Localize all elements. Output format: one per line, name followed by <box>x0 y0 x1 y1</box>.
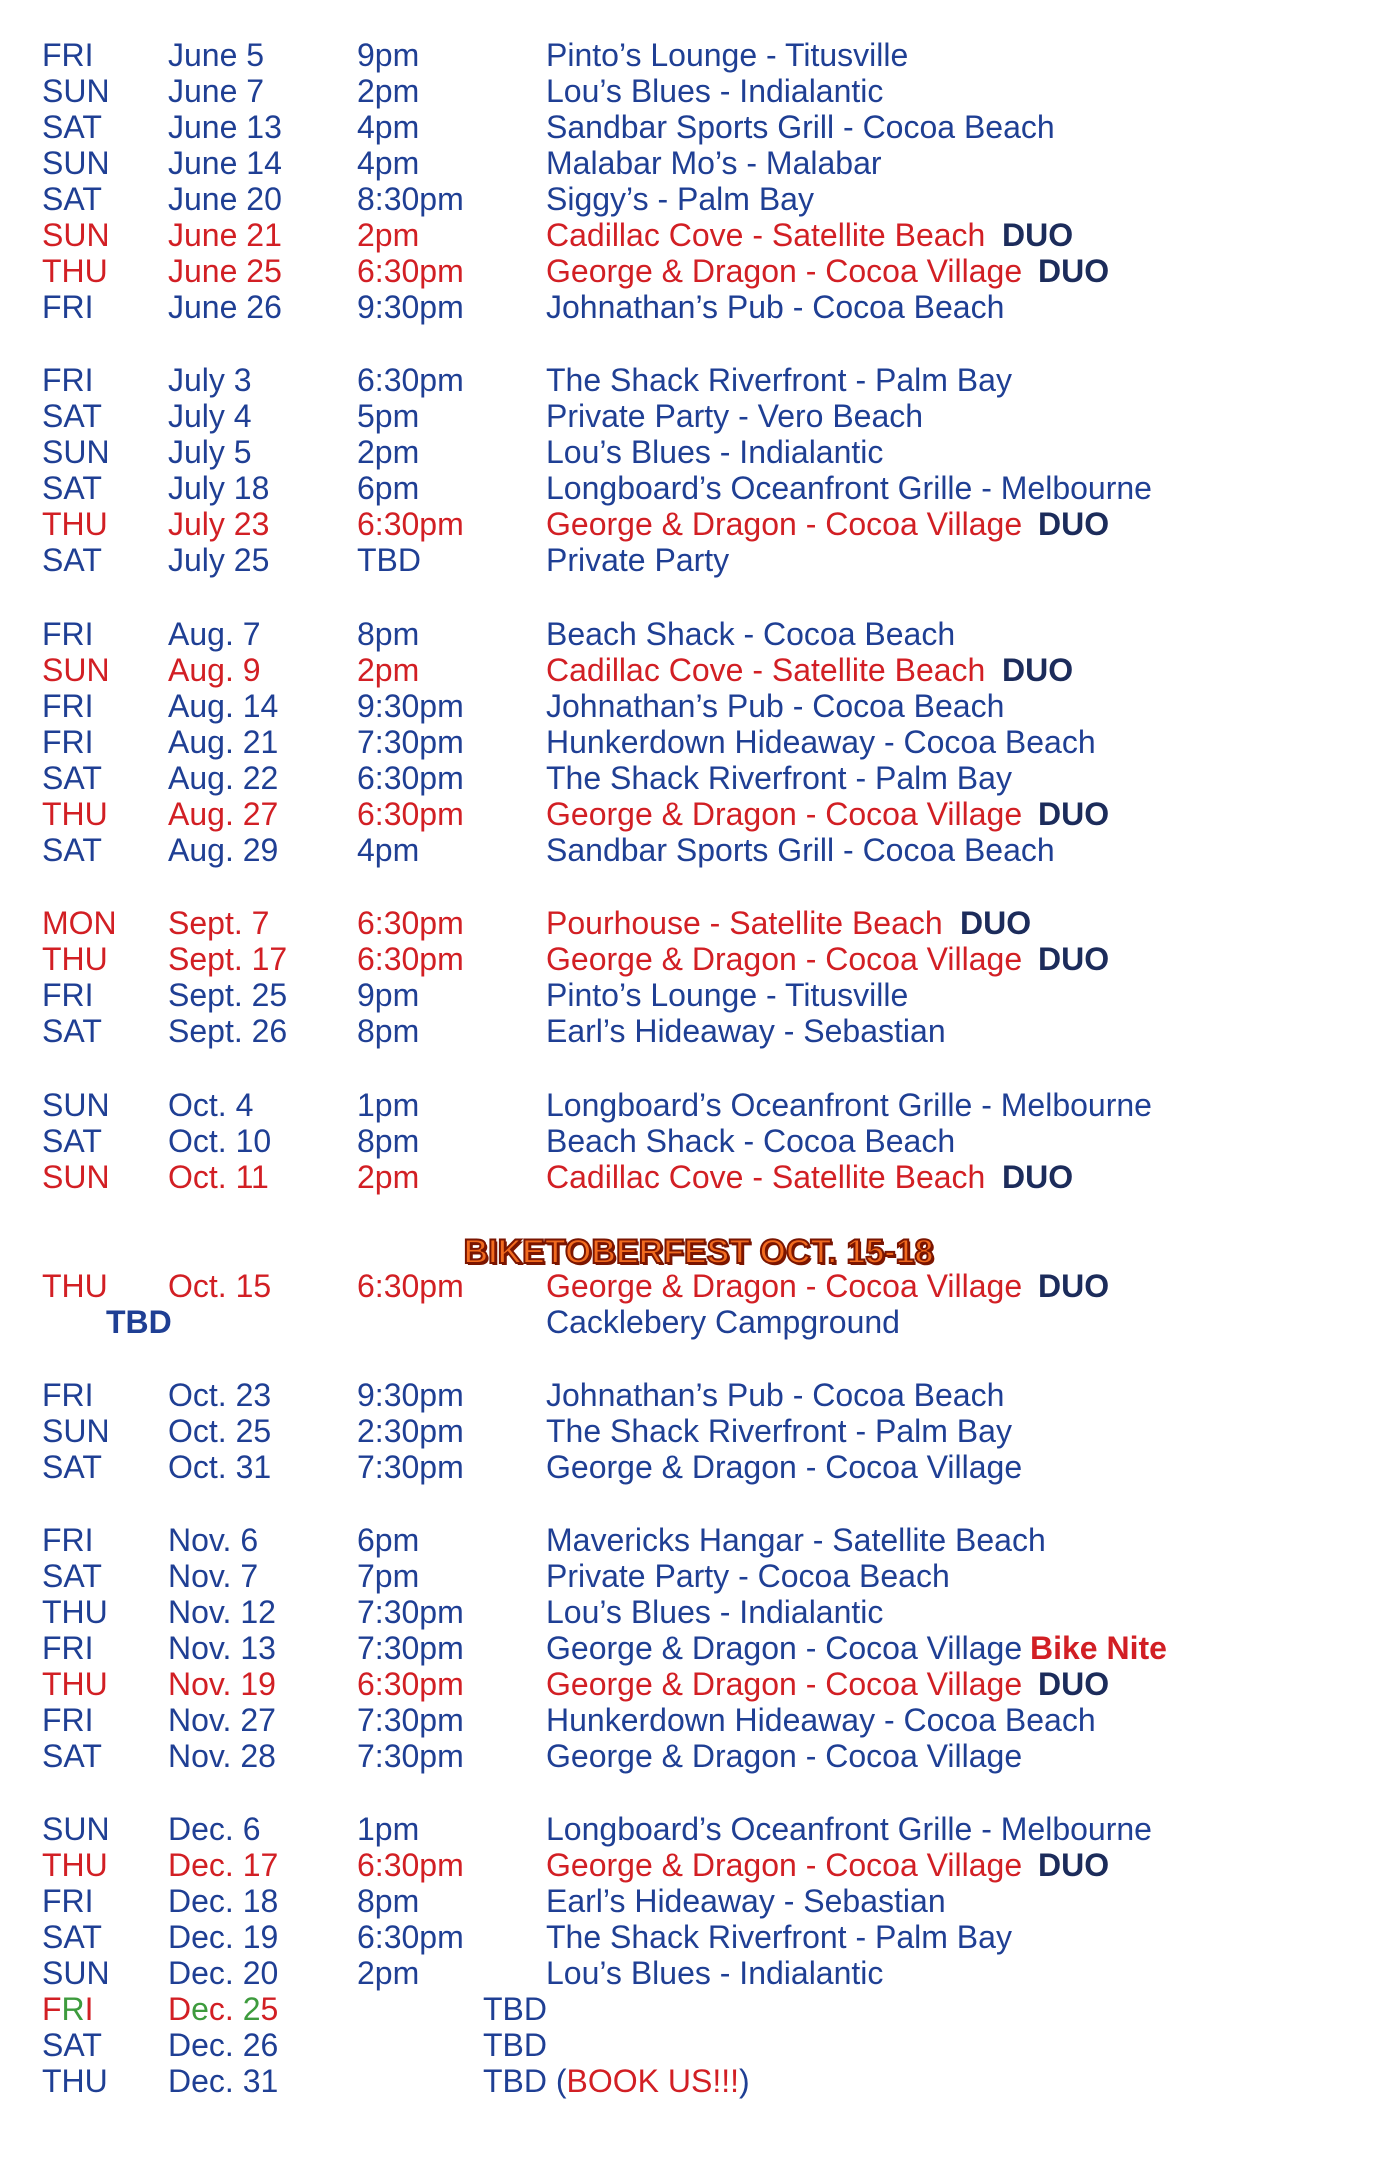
time-cell: 1pm <box>357 1811 420 1847</box>
venue-cell: Lou’s Blues - Indialantic <box>546 434 884 470</box>
date-cell: June 26 <box>168 289 282 325</box>
festive-letter <box>234 1991 243 2027</box>
date-cell: Oct. 4 <box>168 1087 254 1123</box>
day-cell: SAT <box>42 1123 102 1159</box>
day-cell: SUN <box>42 1413 110 1449</box>
date-cell: Aug. 14 <box>168 688 279 724</box>
time-cell: 7:30pm <box>357 1630 464 1666</box>
day-cell: MON <box>42 905 117 941</box>
date-cell: Oct. 23 <box>168 1377 272 1413</box>
date-cell: Dec. 18 <box>168 1883 279 1919</box>
bike-nite-badge: Bike Nite <box>1030 1630 1167 1666</box>
date-cell: Dec. 17 <box>168 1847 279 1883</box>
venue-cell: George & Dragon - Cocoa Village <box>546 1449 1023 1485</box>
table-row <box>0 1159 1397 1195</box>
table-row <box>0 362 1397 398</box>
day-cell: FRI <box>42 977 94 1013</box>
day-cell: FRI <box>42 616 94 652</box>
date-cell: Oct. 25 <box>168 1413 272 1449</box>
table-row <box>0 616 1397 652</box>
date-cell: Nov. 13 <box>168 1630 276 1666</box>
day-cell: SUN <box>42 73 110 109</box>
time-cell: 6:30pm <box>357 796 464 832</box>
day-cell: THU <box>42 796 108 832</box>
day-cell: FRI <box>42 1630 94 1666</box>
venue-cell: Cacklebery Campground <box>546 1304 900 1340</box>
time-cell: 2pm <box>357 434 420 470</box>
duo-badge: DUO <box>1038 506 1110 542</box>
duo-badge: DUO <box>1002 1159 1074 1195</box>
time-cell: 1pm <box>357 1087 420 1123</box>
date-cell: Aug. 7 <box>168 616 261 652</box>
table-row <box>0 760 1397 796</box>
festive-letter: I <box>84 1991 94 2027</box>
time-cell: 2pm <box>357 73 420 109</box>
date-cell: Oct. 31 <box>168 1449 272 1485</box>
day-cell: THU <box>42 1666 108 1702</box>
venue-cell: Private Party - Cocoa Beach <box>546 1558 950 1594</box>
venue-cell: Cadillac Cove - Satellite Beach <box>546 1159 986 1195</box>
venue-cell: The Shack Riverfront - Palm Bay <box>546 1413 1012 1449</box>
time-cell: 6:30pm <box>357 253 464 289</box>
time-cell: 4pm <box>357 832 420 868</box>
venue-cell: Hunkerdown Hideaway - Cocoa Beach <box>546 724 1096 760</box>
time-cell: 6:30pm <box>357 760 464 796</box>
time-cell: 2:30pm <box>357 1413 464 1449</box>
day-cell: THU <box>42 253 108 289</box>
time-cell: 7pm <box>357 1558 420 1594</box>
venue-cell: The Shack Riverfront - Palm Bay <box>546 1919 1012 1955</box>
table-row <box>0 977 1397 1013</box>
table-row <box>0 434 1397 470</box>
time-cell: 8pm <box>357 1013 420 1049</box>
table-row <box>0 1413 1397 1449</box>
table-row <box>0 253 1397 289</box>
day-cell: THU <box>42 1847 108 1883</box>
time-cell: 7:30pm <box>357 1738 464 1774</box>
festive-letter: 5 <box>260 1991 279 2027</box>
time-cell: 6:30pm <box>357 941 464 977</box>
venue-cell: The Shack Riverfront - Palm Bay <box>546 362 1012 398</box>
day-cell: SUN <box>42 1159 110 1195</box>
day-cell: THU <box>42 941 108 977</box>
table-row <box>0 1738 1397 1774</box>
table-row <box>0 181 1397 217</box>
time-cell: 2pm <box>357 652 420 688</box>
venue-cell: George & Dragon - Cocoa Village <box>546 796 1023 832</box>
day-cell: FRI <box>42 37 94 73</box>
table-row <box>0 1630 1397 1666</box>
venue-cell: George & Dragon - Cocoa Village <box>546 1268 1023 1304</box>
date-cell: Aug. 9 <box>168 652 261 688</box>
venue-cell: George & Dragon - Cocoa Village <box>546 1847 1023 1883</box>
venue-cell: George & Dragon - Cocoa Village <box>546 1738 1023 1774</box>
day-cell: FRI <box>42 688 94 724</box>
table-row <box>0 470 1397 506</box>
venue-cell: Lou’s Blues - Indialantic <box>546 73 884 109</box>
festive-letter: . <box>224 1991 234 2027</box>
time-cell: 6:30pm <box>357 1666 464 1702</box>
venue-cell: Sandbar Sports Grill - Cocoa Beach <box>546 109 1055 145</box>
venue-cell: Hunkerdown Hideaway - Cocoa Beach <box>546 1702 1096 1738</box>
day-cell: SUN <box>42 145 110 181</box>
date-cell: Sept. 7 <box>168 905 270 941</box>
day-cell: SUN <box>42 434 110 470</box>
time-cell: 9:30pm <box>357 289 464 325</box>
day-cell: THU <box>42 1594 108 1630</box>
tbd-book-us <box>483 2063 750 2099</box>
time-cell: 7:30pm <box>357 1594 464 1630</box>
date-cell: July 23 <box>168 506 270 542</box>
day-cell: FRI <box>42 724 94 760</box>
time-cell: 6pm <box>357 1522 420 1558</box>
venue-cell: Cadillac Cove - Satellite Beach <box>546 217 986 253</box>
time-cell: 2pm <box>357 217 420 253</box>
date-cell: Nov. 6 <box>168 1522 259 1558</box>
date-cell: June 25 <box>168 253 282 289</box>
venue-cell: Lou’s Blues - Indialantic <box>546 1955 884 1991</box>
day-cell: FRI <box>42 1522 94 1558</box>
day-cell: FRI <box>42 1702 94 1738</box>
table-row <box>0 1449 1397 1485</box>
date-cell: Aug. 22 <box>168 760 279 796</box>
table-row <box>0 1377 1397 1413</box>
tbd-label: TBD <box>483 2027 547 2063</box>
date-cell: July 5 <box>168 434 252 470</box>
table-row <box>0 1811 1397 1847</box>
table-row <box>0 1594 1397 1630</box>
tbd-label: TBD <box>483 2063 547 2099</box>
date-cell: Oct. 10 <box>168 1123 272 1159</box>
table-row <box>0 73 1397 109</box>
time-cell: 9pm <box>357 37 420 73</box>
table-row <box>0 1304 1397 1340</box>
venue-cell: George & Dragon - Cocoa Village <box>546 941 1023 977</box>
date-cell: June 13 <box>168 109 282 145</box>
day-cell <box>42 1991 94 2027</box>
day-cell: SAT <box>42 542 102 578</box>
day-cell: SUN <box>42 652 110 688</box>
date-cell: Nov. 28 <box>168 1738 276 1774</box>
duo-badge: DUO <box>1038 1666 1110 1702</box>
duo-badge: DUO <box>1002 217 1074 253</box>
table-row <box>0 1666 1397 1702</box>
time-cell: 4pm <box>357 145 420 181</box>
date-cell: Dec. 19 <box>168 1919 279 1955</box>
duo-badge: DUO <box>1038 941 1110 977</box>
day-cell: SAT <box>42 1919 102 1955</box>
time-cell: 6pm <box>357 470 420 506</box>
table-row <box>0 109 1397 145</box>
festive-letter: F <box>42 1991 62 2027</box>
time-cell: 8pm <box>357 1123 420 1159</box>
table-row <box>0 905 1397 941</box>
table-row <box>0 398 1397 434</box>
date-cell: Oct. 11 <box>168 1159 269 1195</box>
date-cell: Dec. 6 <box>168 1811 261 1847</box>
festive-letter: D <box>168 1991 192 2027</box>
day-cell: THU <box>42 2063 108 2099</box>
tbd-label: TBD <box>106 1304 172 1340</box>
christmas-date-letters <box>168 1991 278 2027</box>
time-cell: 2pm <box>357 1159 420 1195</box>
day-cell: SAT <box>42 398 102 434</box>
day-cell: SAT <box>42 760 102 796</box>
time-cell: 6:30pm <box>357 905 464 941</box>
date-cell: Dec. 26 <box>168 2027 279 2063</box>
table-row <box>0 1883 1397 1919</box>
time-cell: 7:30pm <box>357 724 464 760</box>
venue-cell: Sandbar Sports Grill - Cocoa Beach <box>546 832 1055 868</box>
venue-cell: Johnathan’s Pub - Cocoa Beach <box>546 1377 1005 1413</box>
biketoberfest-banner: BIKETOBERFEST OCT. 15-18 <box>463 1233 934 1271</box>
date-cell: July 4 <box>168 398 252 434</box>
day-cell: SUN <box>42 1811 110 1847</box>
venue-cell: George & Dragon - Cocoa Village <box>546 1630 1023 1666</box>
festive-letter: c <box>208 1991 225 2027</box>
duo-badge: DUO <box>1038 1268 1110 1304</box>
table-row <box>0 217 1397 253</box>
date-cell: June 7 <box>168 73 265 109</box>
day-cell: SAT <box>42 2027 102 2063</box>
time-cell: 4pm <box>357 109 420 145</box>
day-cell: SUN <box>42 1955 110 1991</box>
duo-badge: DUO <box>1038 1847 1110 1883</box>
date-cell: Aug. 29 <box>168 832 279 868</box>
paren-close: ) <box>739 2063 750 2099</box>
venue-cell: Johnathan’s Pub - Cocoa Beach <box>546 289 1005 325</box>
date-cell: June 14 <box>168 145 282 181</box>
table-row <box>0 796 1397 832</box>
table-row <box>0 542 1397 578</box>
venue-cell: The Shack Riverfront - Palm Bay <box>546 760 1012 796</box>
venue-cell: Longboard’s Oceanfront Grille - Melbourne <box>546 1087 1152 1123</box>
day-cell: SAT <box>42 470 102 506</box>
date-cell: Sept. 25 <box>168 977 288 1013</box>
time-cell: 8pm <box>357 616 420 652</box>
day-cell: SAT <box>42 1738 102 1774</box>
venue-cell: Pinto’s Lounge - Titusville <box>546 977 909 1013</box>
table-row <box>0 1919 1397 1955</box>
day-cell: SAT <box>42 1449 102 1485</box>
time-cell: TBD <box>357 542 421 578</box>
day-cell: SUN <box>42 217 110 253</box>
duo-badge: DUO <box>1002 652 1074 688</box>
paren-open: ( <box>547 2063 567 2099</box>
day-cell: SAT <box>42 109 102 145</box>
venue-cell: Longboard’s Oceanfront Grille - Melbourne <box>546 470 1152 506</box>
day-cell: FRI <box>42 1883 94 1919</box>
date-cell: July 25 <box>168 542 270 578</box>
time-cell: 6:30pm <box>357 1268 464 1304</box>
venue-cell: Longboard’s Oceanfront Grille - Melbourne <box>546 1811 1152 1847</box>
table-row <box>0 688 1397 724</box>
table-row <box>0 145 1397 181</box>
date-cell <box>168 1991 278 2027</box>
time-cell: 6:30pm <box>357 1847 464 1883</box>
table-row <box>0 2063 1397 2099</box>
table-row <box>0 1522 1397 1558</box>
day-cell: THU <box>42 506 108 542</box>
time-cell: 9pm <box>357 977 420 1013</box>
venue-cell: Cadillac Cove - Satellite Beach <box>546 652 986 688</box>
book-us-text: BOOK US!!! <box>566 2063 740 2099</box>
day-cell: SAT <box>42 181 102 217</box>
date-cell: Nov. 12 <box>168 1594 276 1630</box>
day-cell: FRI <box>42 1377 94 1413</box>
table-row <box>0 724 1397 760</box>
day-cell: FRI <box>42 362 94 398</box>
time-cell: 8:30pm <box>357 181 464 217</box>
venue-cell: Beach Shack - Cocoa Beach <box>546 1123 956 1159</box>
time-cell: 6:30pm <box>357 506 464 542</box>
date-cell: Aug. 27 <box>168 796 279 832</box>
date-cell: Sept. 17 <box>168 941 288 977</box>
date-cell: July 18 <box>168 470 270 506</box>
venue-cell: Johnathan’s Pub - Cocoa Beach <box>546 688 1005 724</box>
day-cell: THU <box>42 1268 108 1304</box>
time-cell: 6:30pm <box>357 362 464 398</box>
time-cell: 7:30pm <box>357 1702 464 1738</box>
duo-badge: DUO <box>1038 253 1110 289</box>
table-row <box>0 1087 1397 1123</box>
christmas-day-letters <box>42 1991 94 2027</box>
table-row <box>0 37 1397 73</box>
date-cell: June 5 <box>168 37 265 73</box>
day-cell: SAT <box>42 1558 102 1594</box>
venue-cell: Beach Shack - Cocoa Beach <box>546 616 956 652</box>
venue-cell: Malabar Mo’s - Malabar <box>546 145 882 181</box>
day-cell: SAT <box>42 1013 102 1049</box>
time-cell: 8pm <box>357 1883 420 1919</box>
table-row <box>0 1013 1397 1049</box>
table-row <box>0 506 1397 542</box>
table-row <box>0 1702 1397 1738</box>
time-cell: 6:30pm <box>357 1919 464 1955</box>
date-cell: Dec. 31 <box>168 2063 279 2099</box>
time-cell: 2pm <box>357 1955 420 1991</box>
venue-cell: Pourhouse - Satellite Beach <box>546 905 943 941</box>
festive-letter: 2 <box>242 1991 261 2027</box>
venue-cell: Private Party - Vero Beach <box>546 398 924 434</box>
tbd-label: TBD <box>483 1991 547 2027</box>
festive-letter: R <box>61 1991 85 2027</box>
date-cell: Aug. 21 <box>168 724 279 760</box>
date-cell: Oct. 15 <box>168 1268 272 1304</box>
venue-cell: Mavericks Hangar - Satellite Beach <box>546 1522 1046 1558</box>
venue-cell: Private Party <box>546 542 730 578</box>
time-cell: 9:30pm <box>357 688 464 724</box>
time-cell: 5pm <box>357 398 420 434</box>
date-cell: Nov. 19 <box>168 1666 276 1702</box>
venue-cell: Siggy’s - Palm Bay <box>546 181 814 217</box>
duo-badge: DUO <box>960 905 1032 941</box>
date-cell: Sept. 26 <box>168 1013 288 1049</box>
festive-letter: e <box>191 1991 209 2027</box>
venue-cell: Pinto’s Lounge - Titusville <box>546 37 909 73</box>
table-row <box>0 1847 1397 1883</box>
day-cell: SAT <box>42 832 102 868</box>
date-cell: June 21 <box>168 217 282 253</box>
day-cell: FRI <box>42 289 94 325</box>
table-row <box>0 832 1397 868</box>
date-cell: Nov. 7 <box>168 1558 259 1594</box>
venue-cell: George & Dragon - Cocoa Village <box>546 1666 1023 1702</box>
date-cell: Nov. 27 <box>168 1702 276 1738</box>
date-cell: June 20 <box>168 181 282 217</box>
date-cell: July 3 <box>168 362 252 398</box>
duo-badge: DUO <box>1038 796 1110 832</box>
table-row <box>0 652 1397 688</box>
table-row <box>0 289 1397 325</box>
table-row <box>0 1991 1397 2027</box>
date-cell: Dec. 20 <box>168 1955 279 1991</box>
venue-cell: Lou’s Blues - Indialantic <box>546 1594 884 1630</box>
table-row <box>0 2027 1397 2063</box>
venue-cell: George & Dragon - Cocoa Village <box>546 253 1023 289</box>
table-row <box>0 1268 1397 1304</box>
day-cell: SUN <box>42 1087 110 1123</box>
time-cell: 7:30pm <box>357 1449 464 1485</box>
table-row <box>0 1558 1397 1594</box>
venue-cell: Earl’s Hideaway - Sebastian <box>546 1013 946 1049</box>
table-row <box>0 941 1397 977</box>
venue-cell: Earl’s Hideaway - Sebastian <box>546 1883 946 1919</box>
venue-cell: George & Dragon - Cocoa Village <box>546 506 1023 542</box>
table-row <box>0 1123 1397 1159</box>
table-row <box>0 1955 1397 1991</box>
time-cell: 9:30pm <box>357 1377 464 1413</box>
